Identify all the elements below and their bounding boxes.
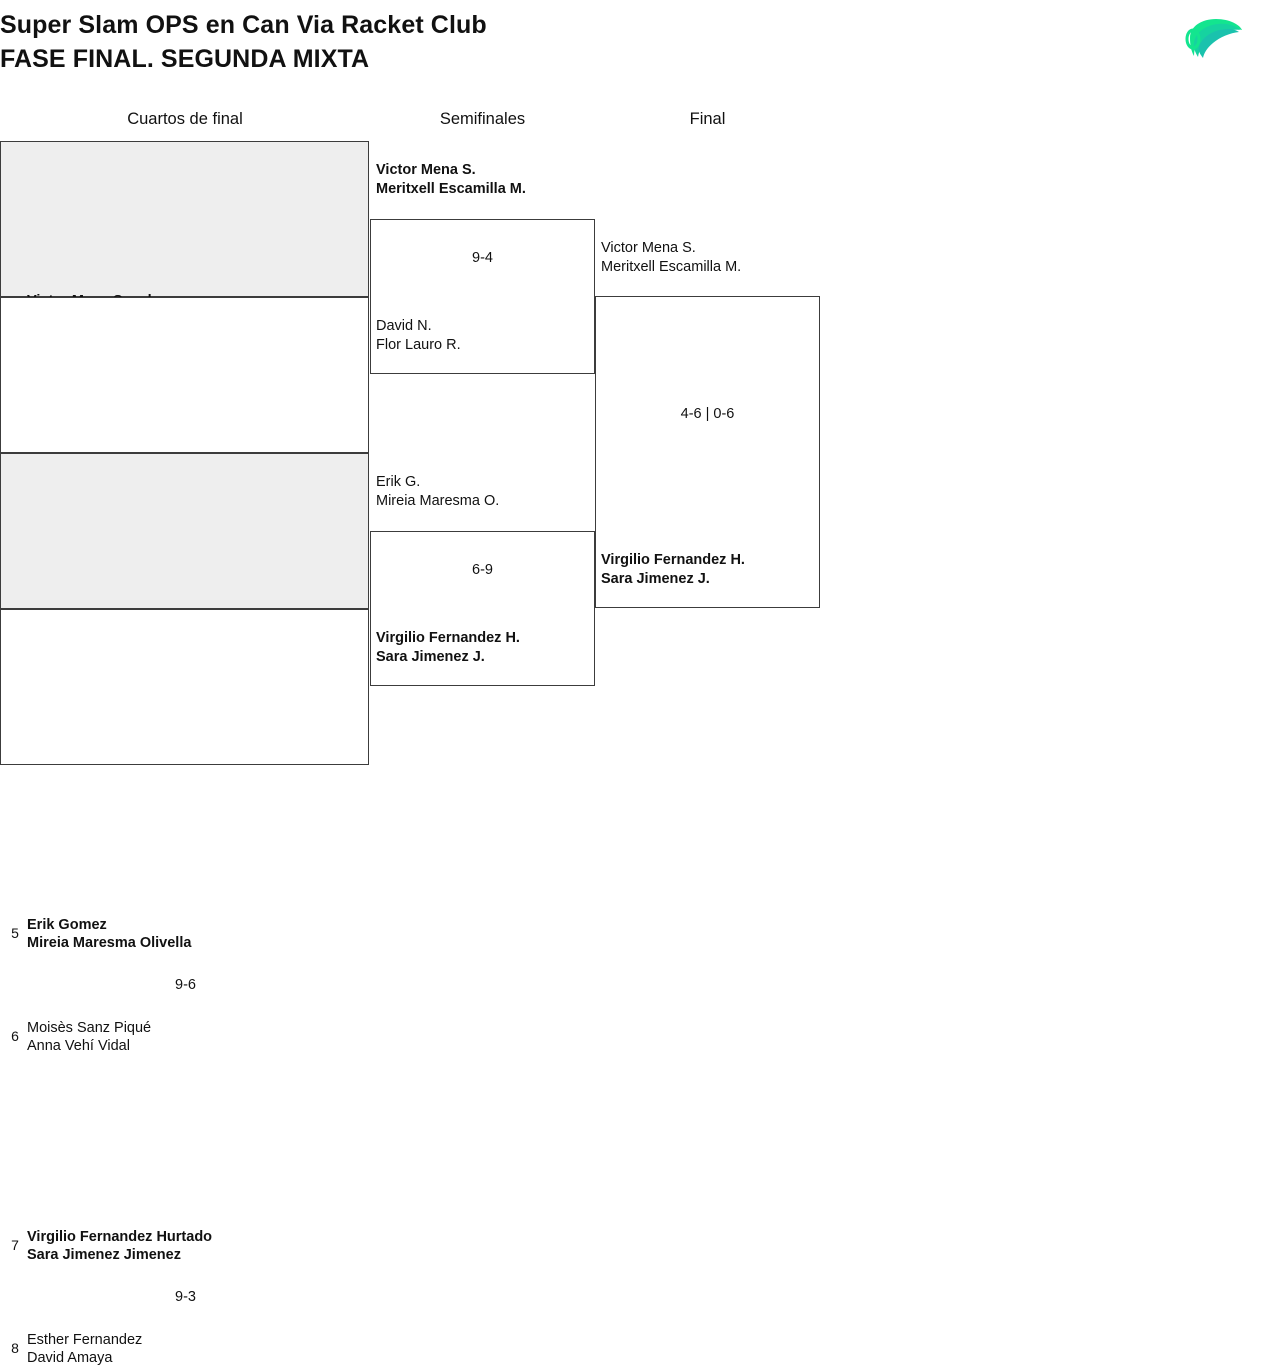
team-name-qf3-top: Erik Gomez Mireia Maresma Olivella	[27, 917, 192, 951]
match-score-sf1: 9-4	[472, 250, 493, 266]
round-title-final: Final	[689, 110, 726, 128]
team-name-qf3-bottom: Moisès Sanz Piqué Anna Vehí Vidal	[27, 1020, 152, 1054]
team-name-sf1-top: Victor Mena S. Meritxell Escamilla M.	[376, 162, 526, 197]
team-name-qf4-top: Virgilio Fernandez Hurtado Sara Jimenez Jimenez	[27, 1229, 213, 1263]
page-header	[0, 0, 1280, 92]
club-logo-icon	[1178, 16, 1244, 60]
match-qf-3[interactable]	[0, 453, 369, 1054]
team-name-sf2-top: Erik G. Mireia Maresma O.	[376, 474, 500, 509]
team-name-final-bottom: Virgilio Fernandez H. Sara Jimenez J.	[601, 552, 745, 587]
tournament-name: Super Slam OPS en Can Via Racket Club	[0, 11, 487, 39]
page-title	[0, 8, 487, 76]
match-score-final: 4-6 | 0-6	[680, 406, 735, 422]
team-name-final-top: Victor Mena S. Meritxell Escamilla M.	[601, 240, 742, 275]
team-name-qf4-bottom: Esther Fernandez David Amaya	[27, 1332, 143, 1366]
round-title-semifinals: Semifinales	[439, 110, 526, 128]
match-score-sf2: 6-9	[472, 562, 493, 578]
match-score-qf4: 9-3	[175, 1289, 196, 1305]
team-name-sf1-bottom: David N. Flor Lauro R.	[376, 318, 461, 353]
seed-number: 7	[11, 1237, 19, 1253]
match-score-qf3: 9-6	[175, 977, 196, 993]
seed-number: 8	[11, 1340, 19, 1356]
seed-number: 5	[11, 925, 19, 941]
round-title-quarterfinals: Cuartos de final	[127, 110, 243, 128]
match-qf-1[interactable]	[0, 141, 369, 297]
seed-number: 6	[11, 1028, 19, 1044]
team-name-sf2-bottom: Virgilio Fernandez H. Sara Jimenez J.	[376, 630, 520, 665]
tournament-phase: FASE FINAL. SEGUNDA MIXTA	[0, 45, 370, 73]
match-qf-2[interactable]	[0, 297, 369, 453]
